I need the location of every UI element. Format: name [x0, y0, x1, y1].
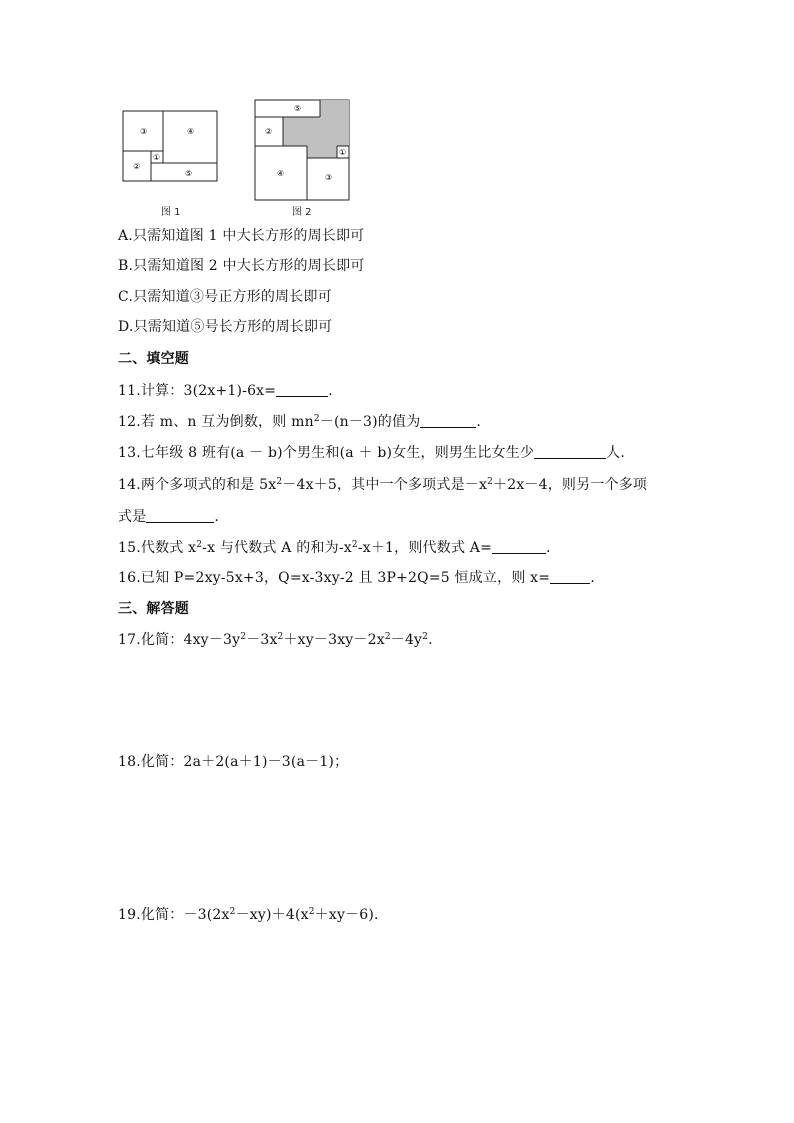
fig1-label-4: [187, 127, 194, 136]
q17-pre: 17.化简：4xy－3y: [118, 632, 241, 648]
question-14-line-2: [118, 507, 219, 527]
fig1-label-1: [153, 153, 160, 162]
q14-mid1: －4x＋5，其中一个多项式是－x: [282, 477, 488, 493]
q15-sup1: 2: [196, 540, 203, 550]
svg-text:③: ③: [325, 173, 333, 182]
svg-text:④: ④: [187, 127, 195, 136]
q17-m3: －4y: [390, 632, 423, 648]
q15-end: .: [546, 540, 551, 556]
question-15: [118, 538, 551, 558]
q14-pre: 14.两个多项式的和是 5x: [118, 477, 277, 493]
q13-answer-blank[interactable]: [534, 444, 606, 459]
q12-post: －(n－3)的值为: [319, 414, 421, 430]
question-16: [118, 568, 595, 588]
svg-text:③: ③: [140, 127, 148, 136]
q16-pre: 16.已知 P=2xy-5x+3，Q=x-3xy-2 且 3P+2Q=5 恒成立，则 x=: [118, 570, 551, 586]
svg-text:①: ①: [339, 148, 347, 157]
q14-sup2: 2: [487, 477, 494, 487]
q15-mid2: -x＋1，则代数式 A=: [357, 540, 493, 556]
svg-text:⑤: ⑤: [294, 104, 302, 113]
q16-answer-blank[interactable]: [550, 569, 590, 584]
option-b: B.只需知道图 2 中大长方形的周长即可: [118, 258, 365, 274]
fig1-label-3: [140, 127, 147, 136]
figure-1-caption: 图 1: [161, 207, 181, 218]
figure-2-caption: 图 2: [292, 207, 312, 218]
q17-m2: ＋xy－3xy－2x: [283, 632, 385, 648]
q11-end: .: [328, 383, 333, 399]
q11-text: 11.计算：3(2x+1)-6x=: [118, 383, 277, 399]
svg-text:④: ④: [277, 169, 285, 178]
fig1-label-5: [185, 169, 192, 178]
q14-line2: 式是: [118, 509, 147, 525]
section-2-title: 二、填空题: [118, 351, 189, 367]
q13-end: 人.: [606, 445, 625, 461]
q12-answer-blank[interactable]: [420, 413, 476, 428]
option-c: C.只需知道③号正方形的周长即可: [118, 289, 332, 305]
option-d: D.只需知道⑤号长方形的周长即可: [118, 319, 333, 335]
q12-sup: 2: [313, 414, 320, 424]
question-17: [118, 630, 433, 650]
q14-end: .: [214, 509, 220, 525]
q16-end: .: [590, 570, 595, 586]
figure-1: [122, 110, 219, 183]
q15-pre: 15.代数式 x: [118, 540, 197, 556]
section-3-title: 三、解答题: [118, 601, 189, 617]
q17-end: .: [428, 632, 433, 648]
q12-pre: 12.若 m、n 互为倒数，则 mn: [118, 414, 314, 430]
fig2-label-3: [325, 173, 332, 182]
question-14: [118, 475, 647, 495]
q19-s1: 2: [229, 907, 236, 917]
option-a: A.只需知道图 1 中大长方形的周长即可: [118, 228, 365, 244]
q17-m1: －3x: [246, 632, 278, 648]
q17-s1: 2: [240, 632, 247, 642]
svg-text:②: ②: [265, 127, 273, 136]
fig2-label-5: [294, 104, 301, 113]
q19-m1: －xy)＋4(x: [235, 907, 309, 923]
question-19: [118, 905, 379, 925]
q15-answer-blank[interactable]: [492, 539, 546, 554]
q17-s2: 2: [277, 632, 284, 642]
q19-pre: 19.化简：－3(2x: [118, 907, 230, 923]
q11-answer-blank[interactable]: [276, 382, 328, 397]
fig2-label-4: [277, 169, 284, 178]
q13-pre: 13.七年级 8 班有(a － b)个男生和(a ＋ b)女生，则男生比女生少: [118, 445, 535, 461]
q17-s4: 2: [422, 632, 429, 642]
q14-answer-blank[interactable]: [146, 508, 214, 523]
fig2-label-1: [339, 148, 346, 157]
q15-sup2: 2: [351, 540, 358, 550]
fig1-label-2: [133, 162, 140, 171]
question-18: 18.化简：2a＋2(a＋1)－3(a－1)；: [118, 754, 349, 770]
svg-text:②: ②: [133, 162, 141, 171]
q12-end: .: [476, 414, 482, 430]
q19-m2: ＋xy－6).: [314, 907, 379, 923]
fig2-label-2: [265, 127, 272, 136]
question-11: [118, 381, 333, 401]
q15-mid1: -x 与代数式 A 的和为-x: [202, 540, 352, 556]
q14-mid2: ＋2x－4，则另一个多项: [493, 477, 648, 493]
q19-s2: 2: [308, 907, 315, 917]
q17-s3: 2: [384, 632, 391, 642]
svg-text:①: ①: [153, 153, 161, 162]
q14-sup1: 2: [276, 477, 283, 487]
question-12: [118, 412, 481, 432]
question-13: [118, 443, 625, 463]
svg-text:⑤: ⑤: [185, 169, 193, 178]
figure-2: [254, 99, 351, 202]
